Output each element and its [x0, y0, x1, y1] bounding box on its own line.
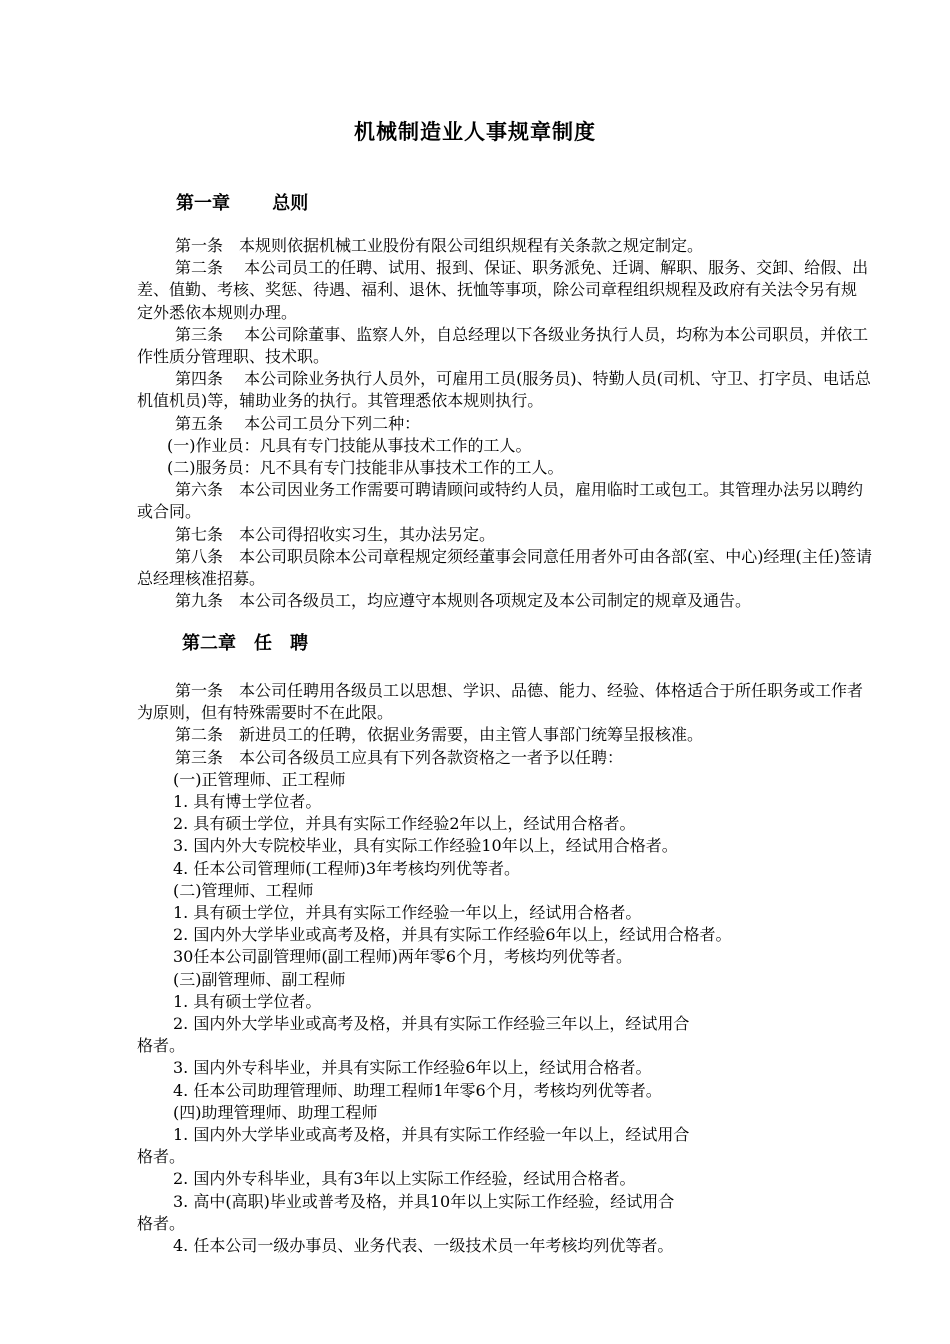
list-item: 1. 具有硕士学位，并具有实际工作经验一年以上，经试用合格者。: [173, 903, 642, 923]
chapter-2-heading: 第二章 任 聘: [182, 633, 308, 654]
list-item-continuation: 格者。: [137, 1213, 186, 1233]
list-item: 2. 国内外大学毕业或高考及格，并具有实际工作经验6年以上，经试用合格者。: [173, 925, 732, 945]
article-1-4: 第四条 本公司除业务执行人员外，可雇用工员(服务员)、特勤人员(司机、守卫、打字员、电话总机值机员)等，辅助业务的执行。其管理悉依本规则执行。: [137, 369, 871, 411]
list-heading: (四)助理管理师、助理工程师: [173, 1102, 378, 1122]
list-item: (一)作业员：凡具有专门技能从事技术工作的工人。: [167, 435, 532, 455]
list-item: 1. 国内外大学毕业或高考及格，并具有实际工作经验一年以上，经试用合: [173, 1125, 690, 1145]
list-item: (二)服务员：凡不具有专门技能非从事技术工作的工人。: [167, 458, 564, 478]
article-2-3: 第三条 本公司各级员工应具有下列各款资格之一者予以任聘：: [175, 747, 624, 767]
list-item: 30任本公司副管理师(副工程师)两年零6个月，考核均列优等者。: [173, 947, 633, 967]
chapter-1-body: [137, 235, 872, 612]
list-item: 3. 国内外专科毕业，并具有实际工作经验6年以上，经试用合格者。: [173, 1058, 652, 1078]
article-1-5: 第五条 本公司工员分下列二种：: [175, 413, 421, 433]
list-item: 1. 具有博士学位者。: [173, 792, 322, 812]
list-heading: (三)副管理师、副工程师: [173, 969, 346, 989]
article-2-1: 第一条 本公司任聘用各级员工以思想、学识、品德、能力、经验、体格适合于所任职务或工作者为原则，但有特殊需要时不在此限。: [137, 681, 864, 723]
list-item: 4. 任本公司一级办事员、业务代表、一级技术员一年考核均列优等者。: [173, 1236, 674, 1256]
article-1-9: 第九条 本公司各级员工，均应遵守本规则各项规定及本公司制定的规章及通告。: [175, 591, 752, 611]
list-heading: (二)管理师、工程师: [173, 880, 314, 900]
article-1-6: 第六条 本公司因业务工作需要可聘请顾问或特约人员，雇用临时工或包工。其管理办法另以聘约或合同。: [137, 480, 864, 522]
list-item-continuation: 格者。: [137, 1036, 186, 1056]
article-1-2: 第二条 本公司员工的任聘、试用、报到、保证、职务派免、迁调、解职、服务、交卸、给假、出差、值勤、考核、奖惩、待遇、福利、退休、抚恤等事项，除公司章程组织规程及政府有关法令另有规定外悉依本规则办理。: [137, 258, 869, 322]
article-2-2: 第二条 新进员工的任聘，依据业务需要，由主管人事部门统筹呈报核准。: [175, 725, 704, 745]
article-1-8: 第八条 本公司职员除本公司章程规定须经董事会同意任用者外可由各部(室、中心)经理(主任)签请总经理核准招募。: [137, 546, 872, 589]
list-item-continuation: 格者。: [137, 1147, 186, 1167]
chapter-2-body: [137, 680, 872, 1257]
list-item: 3. 国内外大专院校毕业，具有实际工作经验10年以上，经试用合格者。: [173, 836, 678, 856]
chapter-1-heading: 第一章 总则: [176, 193, 309, 214]
document-title: 机械制造业人事规章制度: [354, 119, 596, 144]
list-heading: (一)正管理师、正工程师: [173, 769, 346, 789]
list-item: 2. 国内外专科毕业，具有3年以上实际工作经验，经试用合格者。: [173, 1169, 636, 1189]
list-item: 2. 具有硕士学位，并具有实际工作经验2年以上，经试用合格者。: [173, 814, 636, 834]
list-item: 4. 任本公司助理管理师、助理工程师1年零6个月，考核均列优等者。: [173, 1080, 662, 1100]
list-item: 1. 具有硕士学位者。: [173, 991, 322, 1011]
list-item: 2. 国内外大学毕业或高考及格，并具有实际工作经验三年以上，经试用合: [173, 1014, 690, 1034]
article-1-1: 第一条 本规则依据机械工业股份有限公司组织规程有关条款之规定制定。: [175, 236, 704, 255]
list-item: 4. 任本公司管理师(工程师)3年考核均列优等者。: [173, 858, 521, 878]
article-1-3: 第三条 本公司除董事、监察人外，自总经理以下各级业务执行人员，均称为本公司职员，并依工作性质分管理职、技术职。: [137, 324, 869, 367]
article-1-7: 第七条 本公司得招收实习生，其办法另定。: [175, 524, 496, 544]
list-item: 3. 高中(高职)毕业或普考及格，并具10年以上实际工作经验，经试用合: [173, 1191, 675, 1211]
